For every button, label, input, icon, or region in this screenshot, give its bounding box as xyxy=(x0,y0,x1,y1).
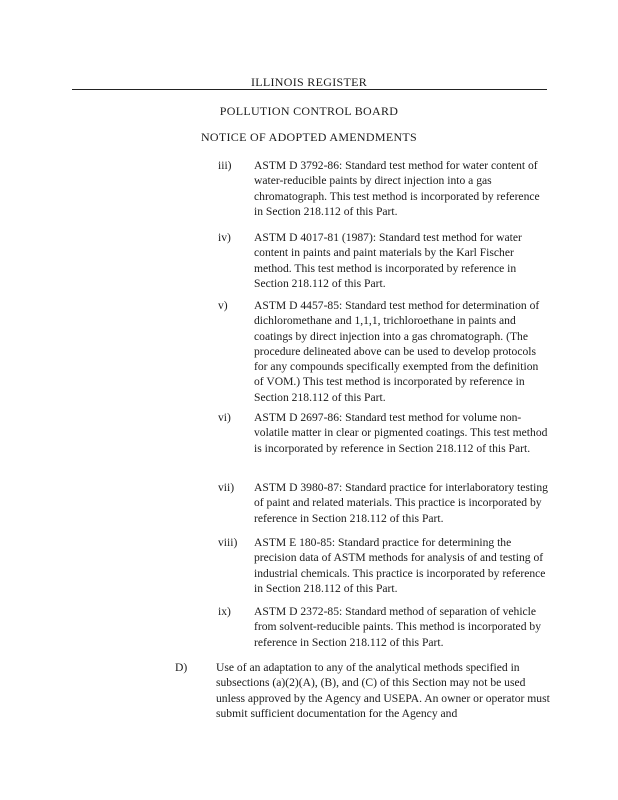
item-number: vi) xyxy=(218,411,231,424)
item-number: v) xyxy=(218,299,228,312)
item-text: ASTM D 3792-86: Standard test method for water content of water-reducible paints by direct injection into a gas chromatograph. This test method is incorporated by reference in Section 218.112 of this Part. xyxy=(254,159,540,218)
item-number: ix) xyxy=(218,605,231,618)
item-text: ASTM D 2697-86: Standard test method for volume non-volatile matter in clear or pigmented coatings. This test method is incorporated by reference in Section 218.112 of this Part. xyxy=(254,411,548,455)
item-text: ASTM D 4457-85: Standard test method for determination of dichloromethane and 1,1,1, trichloroethane in paints and coatings by direct injection into a gas chromatograph. (The procedure delineated above can be used to develop protocols for any compounds specifically exempted from the definition of VOM.) This test method is incorporated by reference in Section 218.112 of this Part. xyxy=(254,299,540,404)
notice-title: NOTICE OF ADOPTED AMENDMENTS xyxy=(200,130,418,144)
agency-name: POLLUTION CONTROL BOARD xyxy=(219,104,399,118)
item-number: vii) xyxy=(218,481,235,494)
subsection-number: D) xyxy=(175,661,188,674)
item-text: ASTM D 3980-87: Standard practice for interlaboratory testing of paint and related materials. This practice is incorporated by reference in Section 218.112 of this Part. xyxy=(254,481,548,525)
register-title: ILLINOIS REGISTER xyxy=(250,75,368,89)
item-text: ASTM E 180-85: Standard practice for determining the precision data of ASTM methods for analysis of and testing of industrial chemicals. This practice is incorporated by reference in Section 218.112 of this Part. xyxy=(254,536,546,595)
subsection-text: Use of an adaptation to any of the analytical methods specified in subsections (a)(2)(A), (B), and (C) of this Section may not be used unless approved by the Agency and USEPA. An owner or operator must submit sufficient documentation for the Agency and xyxy=(216,661,550,720)
header-rule xyxy=(72,89,547,90)
item-text: ASTM D 2372-85: Standard method of separation of vehicle from solvent-reducible paints. This method is incorporated by reference in Section 218.112 of this Part. xyxy=(254,605,541,649)
item-text: ASTM D 4017-81 (1987): Standard test method for water content in paints and paint materials by the Karl Fischer method. This test method is incorporated by reference in Section 218.112 of this Part. xyxy=(254,231,522,290)
item-number: viii) xyxy=(218,536,238,549)
item-number: iii) xyxy=(218,159,232,172)
item-number: iv) xyxy=(218,231,231,244)
